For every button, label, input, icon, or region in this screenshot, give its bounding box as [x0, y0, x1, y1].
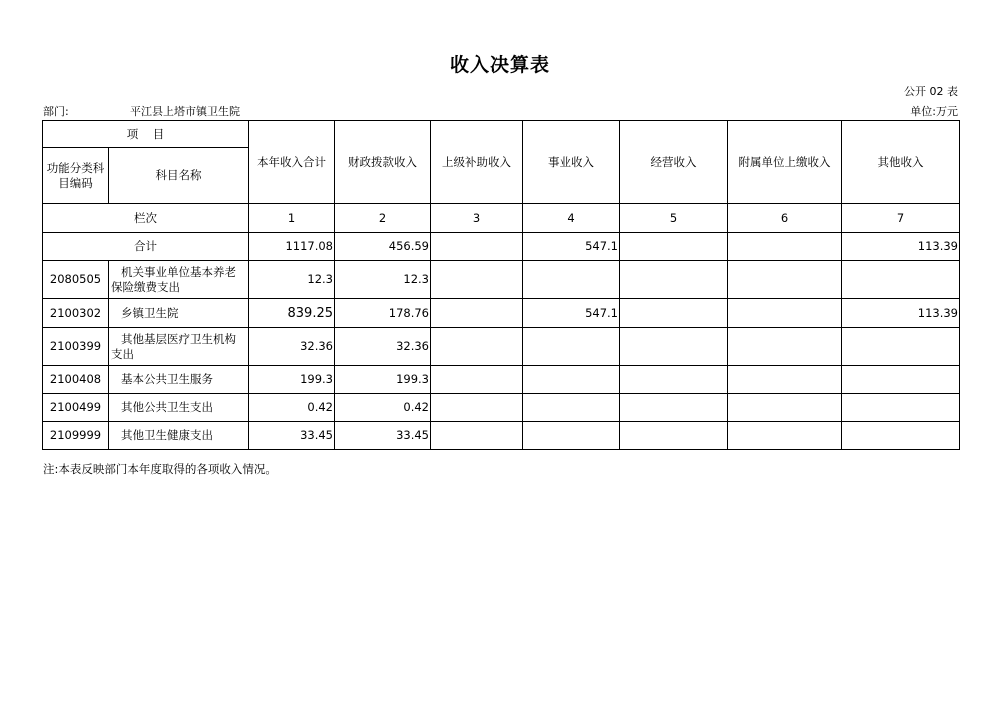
row-value [620, 299, 728, 328]
column-index-number: 2 [335, 204, 431, 233]
row-value: 12.3 [249, 261, 335, 299]
row-value [728, 422, 842, 450]
row-value [728, 394, 842, 422]
row-value [620, 261, 728, 299]
row-value [728, 366, 842, 394]
row-value [842, 261, 960, 299]
row-name: 其他卫生健康支出 [109, 422, 249, 450]
unit-label: 单位:万元 [910, 105, 958, 118]
row-name: 其他公共卫生支出 [109, 394, 249, 422]
row-value [523, 261, 620, 299]
column-index-label: 栏次 [43, 204, 249, 233]
col-header-business: 事业收入 [523, 121, 620, 204]
table-row [43, 261, 960, 299]
row-value [728, 261, 842, 299]
row-value [728, 299, 842, 328]
row-value [431, 299, 523, 328]
income-table [42, 120, 960, 450]
row-name: 基本公共卫生服务 [109, 366, 249, 394]
column-index-number: 3 [431, 204, 523, 233]
table-note: 注:本表反映部门本年度取得的各项收入情况。 [43, 462, 277, 476]
row-value [842, 366, 960, 394]
total-row [43, 233, 960, 261]
header-row-1 [43, 121, 960, 148]
row-value [523, 422, 620, 450]
row-value [728, 328, 842, 366]
table-row [43, 299, 960, 328]
department-name: 平江县上塔市镇卫生院 [130, 105, 240, 118]
row-code: 2100399 [43, 328, 109, 366]
column-index-number: 4 [523, 204, 620, 233]
row-value: 199.3 [335, 366, 431, 394]
row-value: 32.36 [335, 328, 431, 366]
row-value [620, 366, 728, 394]
column-index-number: 5 [620, 204, 728, 233]
total-cell: 113.39 [842, 233, 960, 261]
row-value: 113.39 [842, 299, 960, 328]
row-value [523, 366, 620, 394]
total-cell: 547.1 [523, 233, 620, 261]
col-header-other: 其他收入 [842, 121, 960, 204]
row-value [523, 394, 620, 422]
row-value: 839.25 [249, 299, 335, 328]
page-title: 收入决算表 [449, 54, 550, 76]
row-value [431, 366, 523, 394]
total-cell [728, 233, 842, 261]
row-value [431, 422, 523, 450]
col-header-affiliated: 附属单位上缴收入 [728, 121, 842, 204]
total-cell: 1117.08 [249, 233, 335, 261]
row-code: 2100408 [43, 366, 109, 394]
row-value [842, 328, 960, 366]
row-value [431, 328, 523, 366]
column-index-number: 6 [728, 204, 842, 233]
row-value [431, 394, 523, 422]
table-row [43, 328, 960, 366]
row-value: 12.3 [335, 261, 431, 299]
table-row [43, 422, 960, 450]
total-cell: 456.59 [335, 233, 431, 261]
form-code: 公开 02 表 [904, 85, 958, 98]
column-index-row [43, 204, 960, 233]
row-value: 178.76 [335, 299, 431, 328]
row-value: 547.1 [523, 299, 620, 328]
row-value: 0.42 [249, 394, 335, 422]
total-label: 合计 [43, 233, 249, 261]
row-value: 32.36 [249, 328, 335, 366]
subject-name-header: 科目名称 [109, 148, 249, 204]
col-header-fiscal: 财政拨款收入 [335, 121, 431, 204]
row-value [620, 422, 728, 450]
table-row [43, 366, 960, 394]
row-value [842, 422, 960, 450]
row-name: 乡镇卫生院 [109, 299, 249, 328]
row-value: 33.45 [335, 422, 431, 450]
col-header-operating: 经营收入 [620, 121, 728, 204]
col-header-total: 本年收入合计 [249, 121, 335, 204]
row-value: 199.3 [249, 366, 335, 394]
row-value: 0.42 [335, 394, 431, 422]
row-value [842, 394, 960, 422]
row-code: 2100302 [43, 299, 109, 328]
row-name: 其他基层医疗卫生机构支出 [109, 328, 249, 366]
row-value [431, 261, 523, 299]
col-header-superior: 上级补助收入 [431, 121, 523, 204]
row-value [620, 394, 728, 422]
project-header: 项 目 [43, 121, 249, 148]
department-label: 部门: [43, 105, 69, 118]
column-index-number: 1 [249, 204, 335, 233]
func-code-header: 功能分类科目编码 [43, 148, 109, 204]
row-code: 2080505 [43, 261, 109, 299]
row-value: 33.45 [249, 422, 335, 450]
total-cell [431, 233, 523, 261]
table-row [43, 394, 960, 422]
row-value [620, 328, 728, 366]
row-code: 2100499 [43, 394, 109, 422]
total-cell [620, 233, 728, 261]
row-name: 机关事业单位基本养老保险缴费支出 [109, 261, 249, 299]
column-index-number: 7 [842, 204, 960, 233]
row-value [523, 328, 620, 366]
row-code: 2109999 [43, 422, 109, 450]
